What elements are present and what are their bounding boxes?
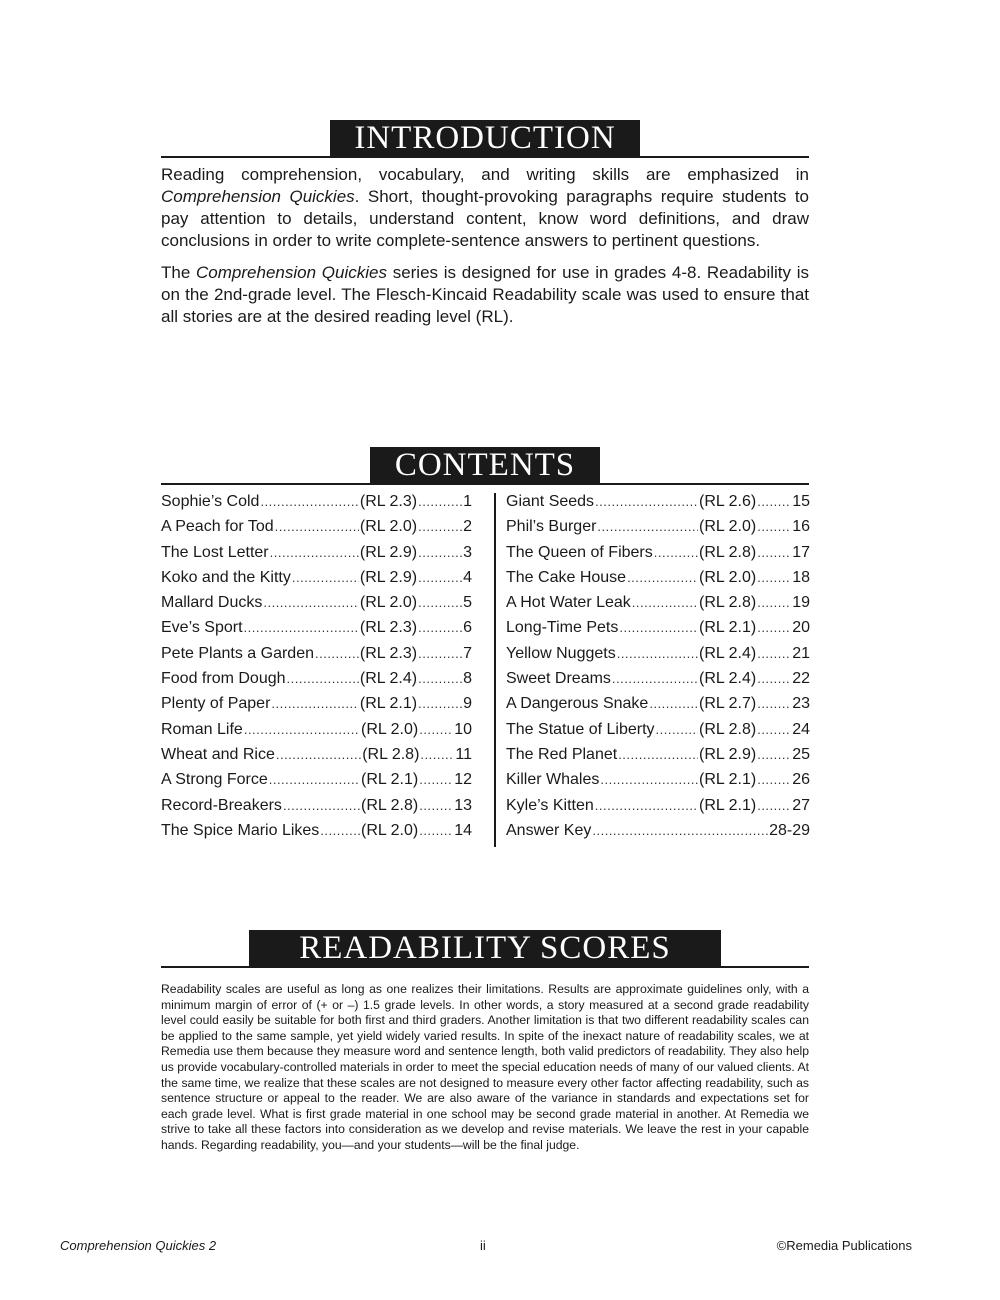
toc-entry-reading-level: (RL 2.1): [699, 771, 757, 789]
toc-entry-title: A Hot Water Leak: [506, 594, 631, 612]
toc-entry-reading-level: (RL 2.4): [699, 670, 757, 688]
toc-entry-reading-level: (RL 2.1): [699, 619, 757, 637]
toc-dot-leader: [757, 494, 791, 509]
toc-entry: [506, 822, 810, 847]
toc-entry: [506, 544, 810, 569]
toc-entry-title: The Red Planet: [506, 745, 618, 763]
toc-entry-page: 16: [792, 518, 810, 536]
toc-entry-page: 8: [463, 670, 472, 688]
toc-dot-leader: [595, 494, 698, 509]
toc-entry-reading-level: (RL 2.8): [699, 543, 757, 561]
toc-dot-leader: [757, 595, 791, 610]
toc-entry-reading-level: (RL 2.7): [699, 695, 757, 713]
contents-heading-bar: [161, 447, 809, 485]
toc-dot-leader: [617, 646, 698, 661]
toc-entry-page: 28-29: [769, 821, 810, 839]
toc-dot-leader: [244, 620, 359, 635]
intro-text: The: [161, 263, 197, 282]
toc-dot-leader: [263, 595, 359, 610]
intro-text: Reading comprehension, vocabulary, and writing skills are emphasized in: [161, 165, 809, 184]
toc-entry-reading-level: (RL 2.1): [359, 695, 418, 713]
toc-entry-reading-level: (RL 2.4): [699, 644, 757, 662]
toc-dot-leader: [418, 595, 462, 610]
toc-dot-leader: [595, 798, 698, 813]
intro-text: . Short, thought-provoking paragraphs require students to pay attention to details, understand content, know word definitions, and draw conclusions in order to write complete-sentence answers to pertinent questions.: [161, 187, 810, 250]
toc-entry-title: The Queen of Fibers: [506, 543, 653, 561]
toc-left-column: [161, 493, 472, 847]
toc-entry-page: 3: [463, 543, 472, 561]
introduction-heading: INTRODUCTION: [330, 120, 639, 156]
table-of-contents: [161, 493, 809, 847]
toc-entry-title: Killer Whales: [506, 771, 600, 789]
toc-dot-leader: [632, 595, 698, 610]
toc-entry-page: 22: [792, 670, 810, 688]
toc-entry: [161, 619, 472, 644]
toc-entry-page: 6: [463, 619, 472, 637]
book-title: Comprehension Quickies: [196, 263, 387, 282]
toc-dot-leader: [757, 772, 791, 787]
toc-entry-page: 7: [463, 644, 472, 662]
toc-dot-leader: [612, 671, 698, 686]
toc-entry-title: Mallard Ducks: [161, 594, 263, 612]
toc-entry: [506, 619, 810, 644]
toc-dot-leader: [619, 620, 698, 635]
toc-entry-page: 17: [792, 543, 810, 561]
toc-entry: [161, 797, 472, 822]
toc-dot-leader: [271, 696, 358, 711]
toc-entry-page: 26: [792, 771, 810, 789]
toc-entry-page: 24: [792, 720, 810, 738]
contents-section: [161, 447, 809, 847]
toc-entry: [506, 518, 810, 543]
toc-entry-reading-level: (RL 2.9): [699, 745, 757, 763]
toc-entry-page: 18: [792, 568, 810, 586]
toc-entry-page: 21: [792, 644, 810, 662]
toc-entry-title: Giant Seeds: [506, 493, 595, 510]
toc-entry-reading-level: (RL 2.0): [361, 720, 419, 738]
toc-dot-leader: [283, 798, 360, 813]
book-title: Comprehension Quickies: [161, 187, 355, 206]
toc-entry: [506, 695, 810, 720]
readability-heading: READABILITY SCORES: [249, 930, 721, 966]
toc-entry: [161, 645, 472, 670]
toc-dot-leader: [419, 823, 453, 838]
toc-entry-page: 20: [792, 619, 810, 637]
toc-right-column: [494, 493, 810, 847]
toc-dot-leader: [757, 545, 791, 560]
toc-entry-title: Answer Key: [506, 821, 592, 839]
toc-dot-leader: [269, 772, 360, 787]
toc-entry-reading-level: (RL 2.8): [361, 796, 419, 814]
toc-dot-leader: [419, 722, 453, 737]
toc-entry: [506, 771, 810, 796]
toc-entry-page: 25: [792, 745, 810, 763]
toc-entry-page: 9: [463, 695, 472, 713]
footer-book-title: Comprehension Quickies 2: [60, 1238, 217, 1253]
introduction-heading-bar: [161, 120, 809, 158]
toc-entry: [161, 569, 472, 594]
toc-entry-page: 4: [463, 568, 472, 586]
toc-dot-leader: [618, 747, 698, 762]
toc-entry-title: Food from Dough: [161, 670, 286, 688]
toc-dot-leader: [287, 671, 359, 686]
footer-publisher: ©Remedia Publications: [776, 1238, 912, 1253]
toc-entry-title: Sweet Dreams: [506, 670, 611, 688]
toc-entry-title: Record-Breakers: [161, 796, 282, 814]
toc-entry-page: 2: [463, 518, 472, 536]
introduction-paragraph-1: [161, 164, 809, 252]
toc-entry-title: Yellow Nuggets: [506, 644, 616, 662]
toc-dot-leader: [654, 545, 698, 560]
toc-dot-leader: [757, 646, 791, 661]
toc-dot-leader: [757, 696, 791, 711]
toc-dot-leader: [757, 519, 791, 534]
toc-dot-leader: [320, 823, 360, 838]
toc-entry-title: Kyle’s Kitten: [506, 796, 594, 814]
toc-dot-leader: [627, 570, 698, 585]
toc-entry: [161, 594, 472, 619]
toc-dot-leader: [275, 519, 359, 534]
toc-entry: [161, 518, 472, 543]
toc-entry-title: Wheat and Rice: [161, 745, 275, 763]
toc-entry: [506, 645, 810, 670]
intro-text: series is designed for use in grades 4-8. Readability is on the 2nd-grade level. The Flesch-Kincaid Readability scale was used to ensure that all stories are at the desired reading level (RL).: [161, 263, 810, 326]
toc-dot-leader: [757, 747, 791, 762]
toc-dot-leader: [600, 772, 698, 787]
toc-dot-leader: [649, 696, 698, 711]
toc-entry: [161, 746, 472, 771]
toc-dot-leader: [420, 747, 454, 762]
toc-dot-leader: [757, 798, 791, 813]
toc-entry: [506, 721, 810, 746]
toc-entry-title: The Statue of Liberty: [506, 720, 655, 738]
toc-dot-leader: [597, 519, 698, 534]
toc-entry-reading-level: (RL 2.0): [699, 518, 757, 536]
toc-entry-title: A Dangerous Snake: [506, 695, 649, 713]
toc-entry: [506, 797, 810, 822]
toc-entry: [161, 721, 472, 746]
toc-entry-page: 11: [455, 745, 472, 763]
toc-entry-title: Eve’s Sport: [161, 619, 243, 637]
toc-entry-title: Phil’s Burger: [506, 518, 597, 536]
toc-entry-reading-level: (RL 2.0): [361, 821, 419, 839]
toc-entry-reading-level: (RL 2.8): [362, 745, 420, 763]
toc-dot-leader: [592, 823, 768, 838]
toc-dot-leader: [418, 671, 462, 686]
toc-dot-leader: [418, 620, 462, 635]
toc-entry-title: Roman Life: [161, 720, 243, 738]
toc-dot-leader: [757, 671, 791, 686]
toc-dot-leader: [244, 722, 360, 737]
toc-dot-leader: [656, 722, 698, 737]
toc-entry-reading-level: (RL 2.1): [699, 796, 757, 814]
toc-entry: [506, 493, 810, 518]
toc-entry-reading-level: (RL 2.9): [359, 543, 418, 561]
toc-dot-leader: [315, 646, 359, 661]
toc-dot-leader: [276, 747, 361, 762]
toc-dot-leader: [419, 772, 453, 787]
toc-entry-page: 27: [792, 796, 810, 814]
toc-entry-title: Koko and the Kitty: [161, 568, 291, 586]
toc-entry-reading-level: (RL 2.0): [359, 594, 418, 612]
toc-entry-page: 10: [454, 720, 472, 738]
toc-dot-leader: [270, 545, 359, 560]
toc-entry-title: Sophie’s Cold: [161, 493, 260, 510]
toc-entry-page: 14: [454, 821, 472, 839]
toc-entry-title: Long-Time Pets: [506, 619, 619, 637]
toc-dot-leader: [418, 646, 462, 661]
toc-entry: [161, 822, 472, 847]
toc-entry-reading-level: (RL 2.0): [699, 568, 757, 586]
toc-entry-reading-level: (RL 2.8): [699, 720, 757, 738]
toc-entry-reading-level: (RL 2.6): [699, 493, 757, 510]
toc-entry: [506, 569, 810, 594]
toc-dot-leader: [419, 798, 453, 813]
toc-entry-title: The Cake House: [506, 568, 627, 586]
readability-section: [161, 930, 809, 1154]
toc-dot-leader: [757, 620, 791, 635]
introduction-body: [161, 164, 809, 328]
toc-entry-reading-level: (RL 2.4): [359, 670, 418, 688]
toc-entry: [506, 594, 810, 619]
toc-entry-reading-level: (RL 2.3): [359, 619, 418, 637]
toc-entry-reading-level: (RL 2.3): [359, 644, 418, 662]
toc-entry-page: 12: [454, 771, 472, 789]
footer-page-number: ii: [480, 1238, 486, 1253]
toc-entry-page: 19: [792, 594, 810, 612]
toc-entry-title: The Lost Letter: [161, 543, 269, 561]
toc-entry-reading-level: (RL 2.1): [361, 771, 419, 789]
toc-entry: [161, 771, 472, 796]
toc-dot-leader: [260, 494, 358, 509]
toc-dot-leader: [418, 519, 462, 534]
toc-dot-leader: [757, 722, 791, 737]
toc-dot-leader: [418, 494, 462, 509]
toc-entry-page: 1: [463, 493, 472, 510]
toc-entry: [161, 493, 472, 518]
toc-entry-reading-level: (RL 2.3): [359, 493, 418, 510]
toc-entry: [161, 670, 472, 695]
toc-entry-page: 15: [792, 493, 810, 510]
toc-entry-page: 23: [792, 695, 810, 713]
toc-entry-reading-level: (RL 2.0): [359, 518, 418, 536]
contents-heading: CONTENTS: [370, 447, 600, 483]
toc-entry-page: 5: [463, 594, 472, 612]
toc-entry-title: The Spice Mario Likes: [161, 821, 320, 839]
toc-dot-leader: [418, 696, 462, 711]
introduction-section: [161, 120, 809, 338]
introduction-paragraph-2: [161, 262, 809, 328]
toc-entry-reading-level: (RL 2.8): [699, 594, 757, 612]
toc-dot-leader: [292, 570, 359, 585]
toc-entry-title: Plenty of Paper: [161, 695, 271, 713]
toc-entry-reading-level: (RL 2.9): [359, 568, 418, 586]
toc-dot-leader: [418, 570, 462, 585]
toc-dot-leader: [757, 570, 791, 585]
readability-heading-bar: [161, 930, 809, 968]
toc-entry-title: A Peach for Tod: [161, 518, 274, 536]
toc-entry: [506, 746, 810, 771]
toc-entry-title: A Strong Force: [161, 771, 268, 789]
toc-dot-leader: [418, 545, 462, 560]
toc-entry: [161, 544, 472, 569]
readability-body: Readability scales are useful as long as one realizes their limitations. Results are approximate guidelines only, with a minimum margin of error of (+ or –) 1.5 grade levels. In other words, a story measured at a second grade readability level could easily be suitable for both first and third graders. Another limitation is that two different readability scales can be applied to the same sample, yet yield widely varied results. In spite of the inexact nature of readability scales, we at Remedia use them because they measure word and sentence length, both valid predictors of readability. They also help us provide vocabulary-controlled materials in order to meet the special education needs of many of our valued clients. At the same time, we realize that these scales are not designed to measure every other factor affecting readability, such as sentence structure or appeal to the reader. We are also aware of the variance in standards and expectations set for each grade level. What is first grade material in one school may be second grade material in another. At Remedia we strive to take all these factors into consideration as we develop and revise materials. We leave the rest in your capable hands. Regarding readability, you—and your students—will be the final judge.: [161, 982, 809, 1152]
toc-entry: [161, 695, 472, 720]
toc-entry: [506, 670, 810, 695]
toc-entry-title: Pete Plants a Garden: [161, 644, 314, 662]
toc-entry-page: 13: [454, 796, 472, 814]
